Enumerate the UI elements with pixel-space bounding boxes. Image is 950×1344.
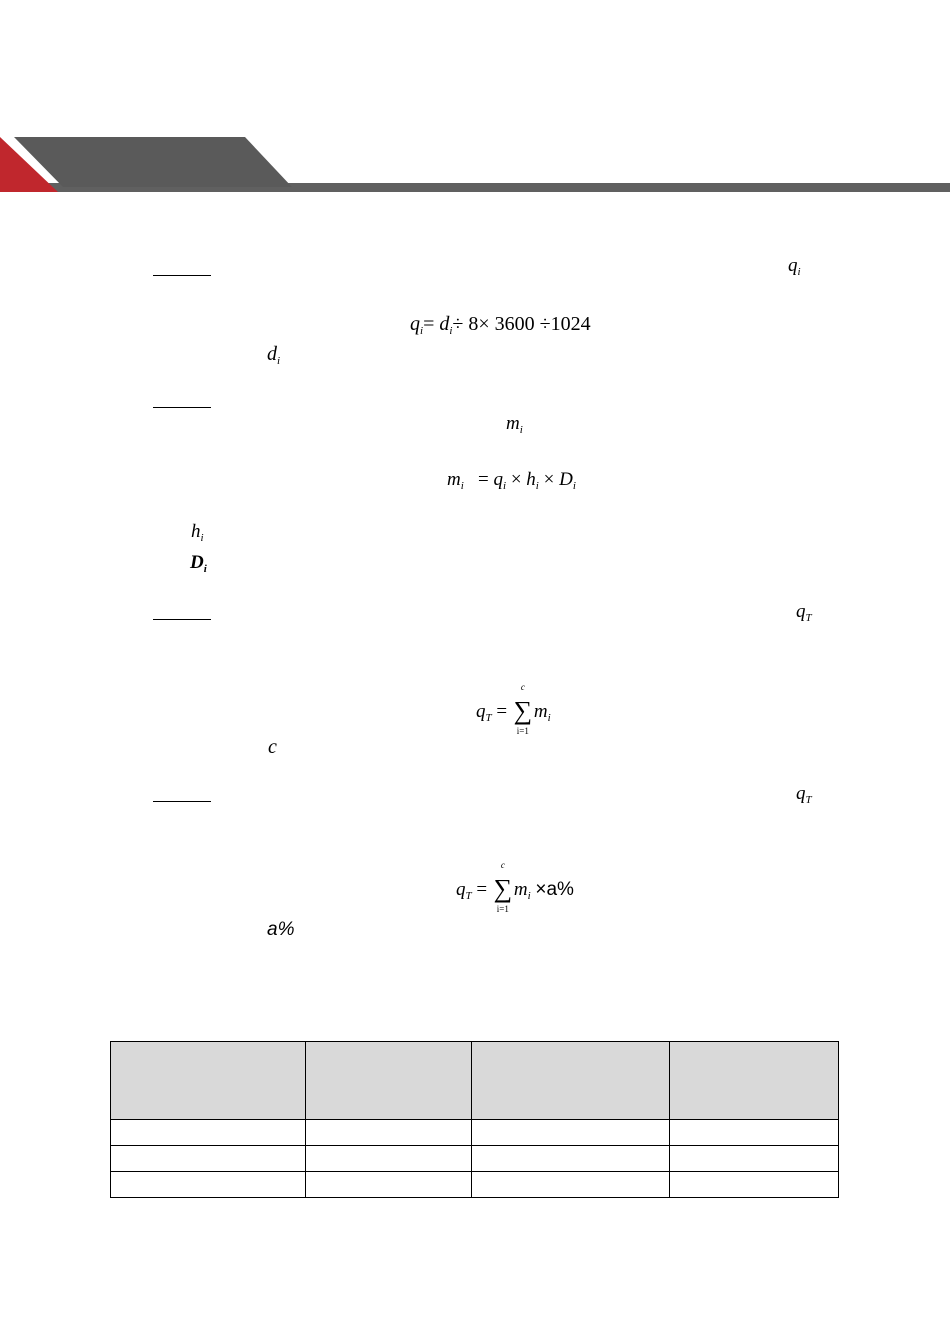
table-row — [111, 1172, 839, 1198]
table-header-cell — [670, 1042, 839, 1120]
table-cell — [472, 1146, 670, 1172]
step-3-underline — [153, 619, 211, 620]
table-cell — [111, 1146, 306, 1172]
step-4-underline — [153, 801, 211, 802]
table-cell — [305, 1120, 472, 1146]
table-cell — [111, 1172, 306, 1198]
h-i-label: $h_i$ — [191, 521, 204, 544]
d-i-label: $d_i$ — [267, 343, 281, 367]
D-i-label: $D_i$ — [190, 552, 207, 575]
summation-symbol: c ∑ i=1 — [513, 682, 533, 736]
table-cell — [670, 1146, 839, 1172]
table-header-cell — [305, 1042, 472, 1120]
table-cell — [472, 1120, 670, 1146]
table-cell — [305, 1172, 472, 1198]
table-header-row — [111, 1042, 839, 1120]
step-1-underline — [153, 275, 211, 276]
c-label: c — [268, 736, 277, 758]
formula-q-T-sum-percent: $q_T$ = c ∑ i=1 $m_i \times a\%$ — [456, 860, 574, 914]
a-percent-label: a% — [267, 919, 295, 940]
data-table — [110, 1041, 839, 1198]
table-cell — [111, 1120, 306, 1146]
q-i-label: $q_i$ — [788, 255, 801, 278]
table-header-cell — [472, 1042, 670, 1120]
q-T-label-1: $q_T$ — [796, 601, 812, 624]
table-cell — [670, 1172, 839, 1198]
table-row — [111, 1120, 839, 1146]
table-row — [111, 1146, 839, 1172]
table-header-cell — [111, 1042, 306, 1120]
step-2-underline — [153, 407, 211, 408]
summation-symbol: c ∑ i=1 — [493, 860, 513, 914]
header-tab — [14, 137, 292, 187]
q-T-label-2: $q_T$ — [796, 783, 812, 806]
table-cell — [670, 1120, 839, 1146]
m-i-label: $m_i$ — [506, 413, 523, 436]
formula-m-i: $m_i = q_i \times h_i \times D_i$ — [447, 469, 576, 492]
table-cell — [305, 1146, 472, 1172]
formula-q-i: $q_i= d_i\div 8\times 3600 \div 1024$ — [410, 313, 591, 337]
table-cell — [472, 1172, 670, 1198]
formula-q-T-sum: $q_T$ = c ∑ i=1 $m_i$ — [476, 682, 551, 736]
header-banner — [0, 134, 300, 194]
